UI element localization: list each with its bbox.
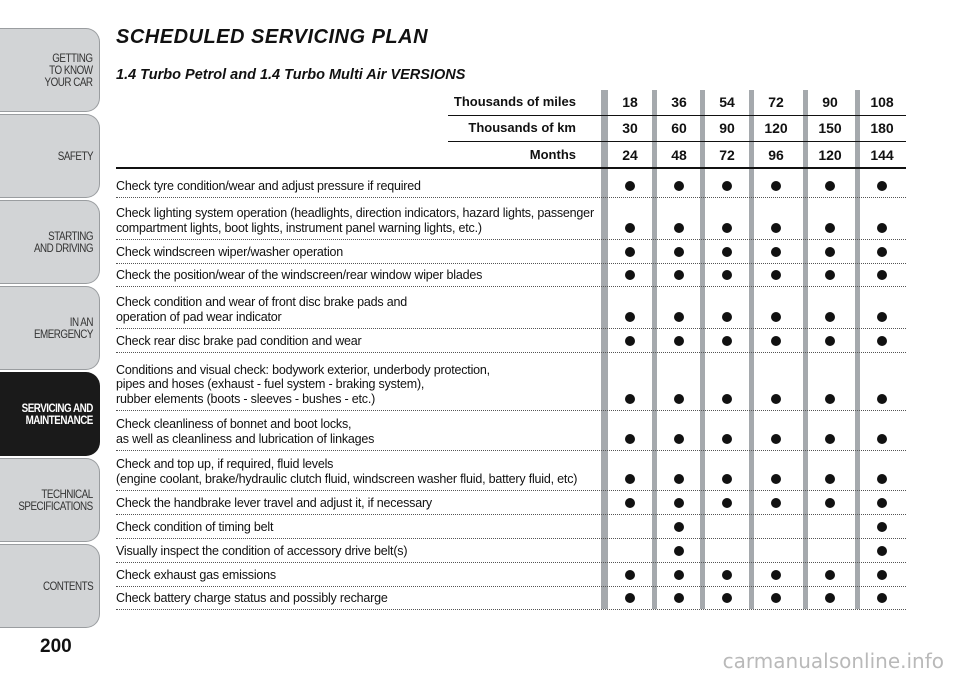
page-number: 200 (40, 636, 72, 657)
service-mark-dot (674, 394, 684, 404)
service-mark-dot (674, 522, 684, 532)
header-value: 180 (870, 120, 894, 136)
service-mark-dot (771, 312, 781, 322)
service-mark-dot (625, 312, 635, 322)
table-row (116, 328, 906, 353)
service-mark-dot (625, 474, 635, 484)
service-mark-dot (877, 474, 887, 484)
service-mark-dot (825, 498, 835, 508)
operation-text: Conditions and visual check: bodywork exterior, underbody protection, pipes and hoses (exhaust - fuel system - braking system), rubber elements (boots - sleeves - bushes - etc.) (116, 362, 490, 406)
tab-label: STARTING AND DRIVING (33, 229, 93, 255)
table-row (116, 239, 906, 264)
service-mark-dot (674, 570, 684, 580)
operation-text: Check the position/wear of the windscreen/rear window wiper blades (116, 267, 483, 282)
service-mark-dot (825, 570, 835, 580)
service-mark-dot (825, 223, 835, 233)
header-value: 72 (719, 147, 735, 163)
service-mark-dot (877, 181, 887, 191)
header-value: 90 (822, 94, 838, 110)
service-mark-dot (877, 270, 887, 280)
table-row (116, 352, 906, 411)
table-row (116, 263, 906, 287)
service-mark-dot (877, 394, 887, 404)
service-mark-dot (722, 181, 732, 191)
header-value: 150 (818, 120, 842, 136)
header-row (116, 90, 906, 116)
service-mark-dot (825, 394, 835, 404)
header-value: 54 (719, 94, 735, 110)
service-mark-dot (877, 570, 887, 580)
operation-text: Check cleanliness of bonnet and boot locks, as well as cleanliness and lubrication of linkages (116, 417, 375, 446)
service-mark-dot (877, 223, 887, 233)
header-value: 72 (768, 94, 784, 110)
service-mark-dot (674, 546, 684, 556)
header-value: 36 (671, 94, 687, 110)
header-row (116, 116, 906, 142)
tab-technical-specifications[interactable] (0, 458, 100, 542)
header-value: 120 (818, 147, 842, 163)
service-mark-dot (877, 247, 887, 257)
section-subtitle: 1.4 Turbo Petrol and 1.4 Turbo Multi Air VERSIONS (116, 67, 466, 83)
service-mark-dot (722, 336, 732, 346)
service-mark-dot (825, 474, 835, 484)
service-mark-dot (674, 247, 684, 257)
service-mark-dot (674, 312, 684, 322)
header-row (116, 143, 906, 169)
tab-getting-to-know-your-car[interactable] (0, 28, 100, 112)
tab-label: SAFETY (57, 149, 93, 163)
service-mark-dot (825, 247, 835, 257)
service-mark-dot (722, 223, 732, 233)
header-value: 24 (622, 147, 638, 163)
operation-text: Check and top up, if required, fluid levels (engine coolant, brake/hydraulic clutch fluid, windscreen washer fluid, battery fluid, etc) (116, 457, 578, 486)
service-mark-dot (722, 474, 732, 484)
service-mark-dot (825, 312, 835, 322)
header-rule (116, 167, 906, 169)
service-mark-dot (771, 270, 781, 280)
operation-text: Check windscreen wiper/washer operation (116, 244, 344, 259)
service-mark-dot (625, 223, 635, 233)
header-value: 108 (870, 94, 894, 110)
tab-starting-and-driving[interactable] (0, 200, 100, 284)
operation-text: Check exhaust gas emissions (116, 567, 276, 582)
service-mark-dot (771, 593, 781, 603)
service-mark-dot (625, 270, 635, 280)
table-row (116, 514, 906, 539)
service-mark-dot (877, 312, 887, 322)
header-label: Thousands of km (468, 120, 576, 135)
header-value: 18 (622, 94, 638, 110)
watermark: carmanualsonline.info (722, 649, 944, 673)
service-mark-dot (674, 593, 684, 603)
table-row (116, 490, 906, 515)
service-mark-dot (674, 223, 684, 233)
page-title: SCHEDULED SERVICING PLAN (116, 26, 429, 48)
header-rule (448, 141, 906, 142)
service-mark-dot (825, 181, 835, 191)
service-mark-dot (722, 570, 732, 580)
service-mark-dot (625, 247, 635, 257)
tab-label: IN AN EMERGENCY (33, 315, 93, 341)
table-row (116, 410, 906, 451)
service-mark-dot (771, 394, 781, 404)
tab-label: GETTING TO KNOW YOUR CAR (44, 51, 93, 89)
operation-text: Check condition and wear of front disc brake pads and operation of pad wear indicator (116, 295, 407, 324)
service-mark-dot (625, 498, 635, 508)
tab-safety[interactable] (0, 114, 100, 198)
header-label: Months (529, 147, 576, 162)
header-value: 90 (719, 120, 735, 136)
header-value: 120 (764, 120, 788, 136)
service-mark-dot (722, 394, 732, 404)
service-mark-dot (877, 434, 887, 444)
service-mark-dot (877, 546, 887, 556)
table-row (116, 197, 906, 240)
service-mark-dot (722, 498, 732, 508)
header-value: 30 (622, 120, 638, 136)
service-mark-dot (625, 394, 635, 404)
service-mark-dot (771, 570, 781, 580)
table-row (116, 586, 906, 610)
operation-text: Visually inspect the condition of accessory drive belt(s) (116, 543, 408, 558)
service-mark-dot (825, 336, 835, 346)
service-mark-dot (625, 181, 635, 191)
header-value: 60 (671, 120, 687, 136)
service-mark-dot (722, 312, 732, 322)
service-mark-dot (771, 336, 781, 346)
table-row (116, 562, 906, 587)
table-row (116, 450, 906, 491)
service-mark-dot (674, 181, 684, 191)
tab-label: TECHNICAL SPECIFICATIONS (18, 487, 93, 513)
service-mark-dot (771, 223, 781, 233)
service-mark-dot (877, 522, 887, 532)
service-mark-dot (625, 434, 635, 444)
service-mark-dot (825, 434, 835, 444)
tab-contents[interactable] (0, 544, 100, 628)
service-mark-dot (771, 498, 781, 508)
tab-servicing-and-maintenance[interactable] (0, 372, 100, 456)
service-mark-dot (877, 336, 887, 346)
header-value: 96 (768, 147, 784, 163)
service-mark-dot (771, 247, 781, 257)
tab-in-an-emergency[interactable] (0, 286, 100, 370)
header-label: Thousands of miles (453, 94, 576, 109)
service-mark-dot (825, 593, 835, 603)
operation-text: Check battery charge status and possibly recharge (116, 590, 388, 605)
table-row (116, 286, 906, 329)
service-mark-dot (722, 270, 732, 280)
service-mark-dot (625, 336, 635, 346)
service-mark-dot (722, 247, 732, 257)
header-value: 144 (870, 147, 894, 163)
service-mark-dot (674, 474, 684, 484)
service-mark-dot (674, 434, 684, 444)
table-row (116, 170, 906, 198)
service-mark-dot (674, 336, 684, 346)
service-mark-dot (877, 498, 887, 508)
service-mark-dot (877, 593, 887, 603)
service-mark-dot (674, 498, 684, 508)
service-mark-dot (722, 434, 732, 444)
service-mark-dot (674, 270, 684, 280)
service-mark-dot (825, 270, 835, 280)
service-mark-dot (771, 181, 781, 191)
tab-label: SERVICING AND MAINTENANCE (21, 401, 93, 427)
tab-label: CONTENTS (42, 579, 93, 593)
operation-text: Check lighting system operation (headlights, direction indicators, hazard lights, passenger compartment lights, boot lights, instrument panel warning lights, etc.) (116, 206, 594, 235)
operation-text: Check tyre condition/wear and adjust pressure if required (116, 178, 421, 193)
operation-text: Check the handbrake lever travel and adjust it, if necessary (116, 495, 432, 510)
table-row (116, 538, 906, 563)
header-value: 48 (671, 147, 687, 163)
service-mark-dot (625, 593, 635, 603)
service-mark-dot (625, 570, 635, 580)
service-mark-dot (771, 434, 781, 444)
operation-text: Check rear disc brake pad condition and wear (116, 333, 362, 348)
service-mark-dot (722, 593, 732, 603)
operation-text: Check condition of timing belt (116, 519, 274, 534)
service-mark-dot (771, 474, 781, 484)
